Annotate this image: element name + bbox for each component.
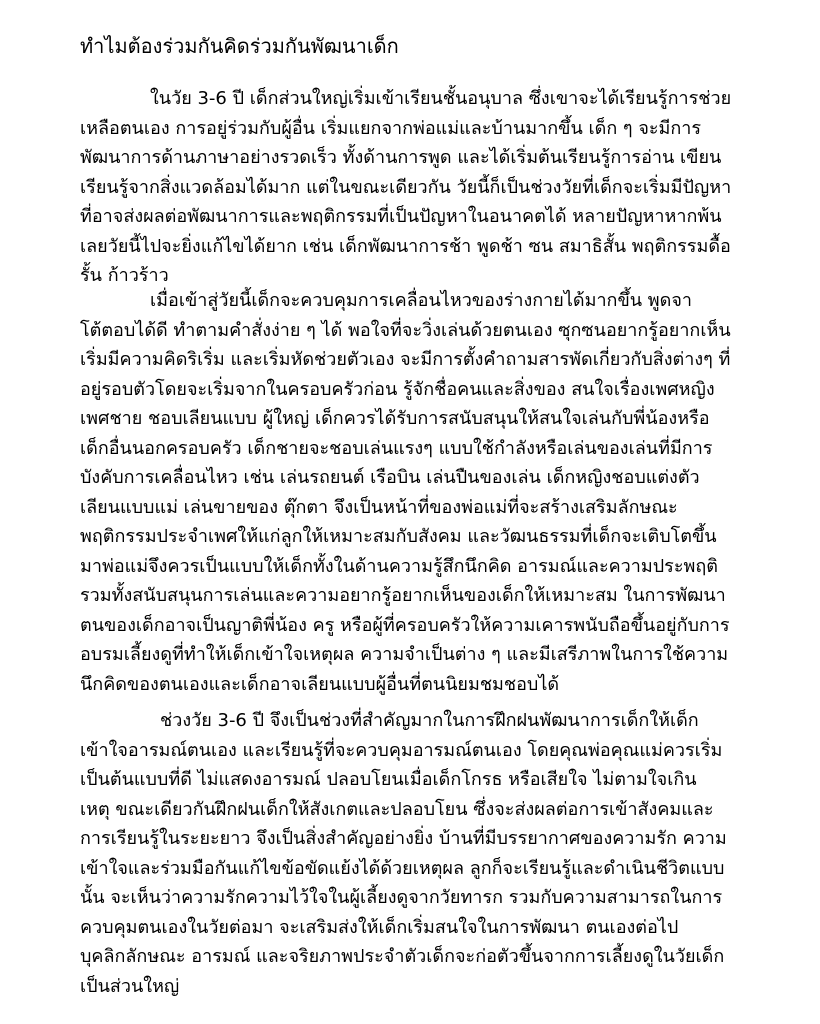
paragraph-2 — [80, 286, 780, 699]
paragraph-line: โต้ตอบได้ดี ทำตามคำสั่งง่าย ๆ ได้ พอใจที่จะวิ่งเล่นด้วยตนเอง ซุกซนอยากรู้อยากเห็น — [80, 319, 731, 341]
paragraph-line: การเรียนรู้ในระยะยาว จึงเป็นสิ่งสำคัญอย่างยิ่ง บ้านที่มีบรรยากาศของความรัก ความ — [80, 828, 727, 849]
paragraph-line: เลียนแบบแม่ เล่นขายของ ตุ๊กตา จึงเป็นหน้าที่ของพ่อแม่ที่จะสร้างเสริมลักษณะ — [80, 496, 678, 518]
document-title: ทำไมต้องร่วมกันคิดร่วมกันพัฒนาเด็ก — [80, 34, 399, 58]
paragraph-line: นึกคิดของตนเองและเด็กอาจเลียนแบบผู้อื่นที่ตนนิยมชมชอบได้ — [80, 673, 560, 695]
paragraph-line: เหตุ ขณะเดียวกันฝึกฝนเด็กให้สังเกตและปลอบโยน ซึ่งจะส่งผลต่อการเข้าสังคมและ — [80, 798, 714, 820]
paragraph-line: ในวัย 3-6 ปี เด็กส่วนใหญ่เริ่มเข้าเรียนชั้นอนุบาล ซึ่งเขาจะได้เรียนรู้การช่วย — [150, 88, 732, 109]
paragraph-line: พัฒนาการด้านภาษาอย่างรวดเร็ว ทั้งด้านการพูด และได้เริ่มต้นเรียนรู้การอ่าน เขียน — [80, 147, 722, 168]
paragraph-line: ควบคุมตนเองในวัยต่อมา จะเสริมส่งให้เด็กเริ่มสนใจในการพัฒนา ตนเองต่อไป — [80, 916, 679, 938]
paragraph-line: รวมทั้งสนับสนุนการเล่นและความอยากรู้อยากเห็นของเด็กให้เหมาะสม ในการพัฒนา — [80, 585, 726, 606]
paragraph-line: เพศชาย ชอบเลียนแบบ ผู้ใหญ่ เด็กควรได้รับการสนับสนุนให้สนใจเล่นกับพี่น้องหรือ — [80, 408, 710, 429]
paragraph-line: เมื่อเข้าสู่วัยนี้เด็กจะควบคุมการเคลื่อนไหวของร่างกายได้มากขึ้น พูดจา — [150, 290, 692, 311]
paragraph-line: นั้น จะเห็นว่าความรักความไว้ใจในผู้เลี้ยงดูจากวัยทารก รวมกับความสามารถในการ — [80, 887, 723, 908]
paragraph-line: เป็นต้นแบบที่ดี ไม่แสดงอารมณ์ ปลอบโยนเมื่อเด็กโกรธ หรือเสียใจ ไม่ตามใจเกิน — [80, 769, 697, 790]
paragraph-line: ช่วงวัย 3-6 ปี จึงเป็นช่วงที่สำคัญมากในการฝึกฝนพัฒนาการเด็กให้เด็ก — [160, 710, 699, 731]
paragraph-line: บุคลิกลักษณะ อารมณ์ และจริยภาพประจำตัวเด็กจะก่อตัวขึ้นจากการเลี้ยงดูในวัยเด็ก — [80, 946, 725, 967]
paragraph-line: เลยวัยนี้ไปจะยิ่งแก้ไขได้ยาก เช่น เด็กพัฒนาการช้า พูดช้า ซน สมาธิสั้น พฤติกรรมดื้อ — [80, 235, 731, 257]
paragraph-line: เรียนรู้จากสิ่งแวดล้อมได้มาก แต่ในขณะเดียวกัน วัยนี้ก็เป็นช่วงวัยที่เด็กจะเริ่มมีปัญหา — [80, 176, 732, 198]
paragraph-line: เข้าใจอารมณ์ตนเอง และเรียนรู้ที่จะควบคุมอารมณ์ตนเอง โดยคุณพ่อคุณแม่ควรเริ่ม — [80, 739, 723, 761]
paragraph-line: เป็นส่วนใหญ่ — [80, 975, 180, 997]
paragraph-line: ตนของเด็กอาจเป็นญาติพี่น้อง ครู หรือผู้ที่ครอบครัวให้ความเคารพนับถือขึ้นอยู่กับการ — [80, 614, 730, 636]
paragraph-line: อบรมเลี้ยงดูที่ทำให้เด็กเข้าใจเหตุผล ความจำเป็นต่าง ๆ และมีเสรีภาพในการใช้ความ — [80, 644, 729, 665]
paragraph-3 — [80, 706, 780, 1001]
paragraph-line: ที่อาจส่งผลต่อพัฒนาการและพฤติกรรมที่เป็นปัญหาในอนาคตได้ หลายปัญหาหากพ้น — [80, 206, 722, 227]
paragraph-line: เข้าใจและร่วมมือกันแก้ไขข้อขัดแย้งได้ด้วยเหตุผล ลูกก็จะเรียนรู้และดำเนินชีวิตแบบ — [80, 857, 725, 879]
paragraph-line: พฤติกรรมประจำเพศให้แก่ลูกให้เหมาะสมกับสังคม และวัฒนธรรมที่เด็กจะเติบโตขึ้น — [80, 526, 717, 547]
paragraph-line: รั้น ก้าวร้าว — [80, 265, 169, 286]
paragraph-line: เริ่มมีความคิดริเริ่ม และเริ่มหัดช่วยตัวเอง จะมีการตั้งคำถามสารพัดเกี่ยวกับสิ่งต่างๆ ที่ — [80, 349, 731, 370]
paragraph-1 — [80, 84, 780, 291]
paragraph-line: เหลือตนเอง การอยู่ร่วมกับผู้อื่น เริ่มแยกจากพ่อแม่และบ้านมากขึ้น เด็ก ๆ จะมีการ — [80, 117, 702, 139]
paragraph-line: มาพ่อแม่จึงควรเป็นแบบให้เด็กทั้งในด้านความรู้สึกนึกคิด อารมณ์และความประพฤติ — [80, 555, 718, 577]
paragraph-line: อยู่รอบตัวโดยจะเริ่มจากในครอบครัวก่อน รู้จักชื่อคนและสิ่งของ สนใจเรื่องเพศหญิง — [80, 378, 715, 400]
paragraph-line: เด็กอื่นนอกครอบครัว เด็กชายจะชอบเล่นแรงๆ แบบใช้กำลังหรือเล่นของเล่นที่มีการ — [80, 437, 713, 459]
paragraph-line: บังคับการเคลื่อนไหว เช่น เล่นรถยนต์ เรือบิน เล่นปืนของเล่น เด็กหญิงชอบแต่งตัว — [80, 467, 700, 488]
